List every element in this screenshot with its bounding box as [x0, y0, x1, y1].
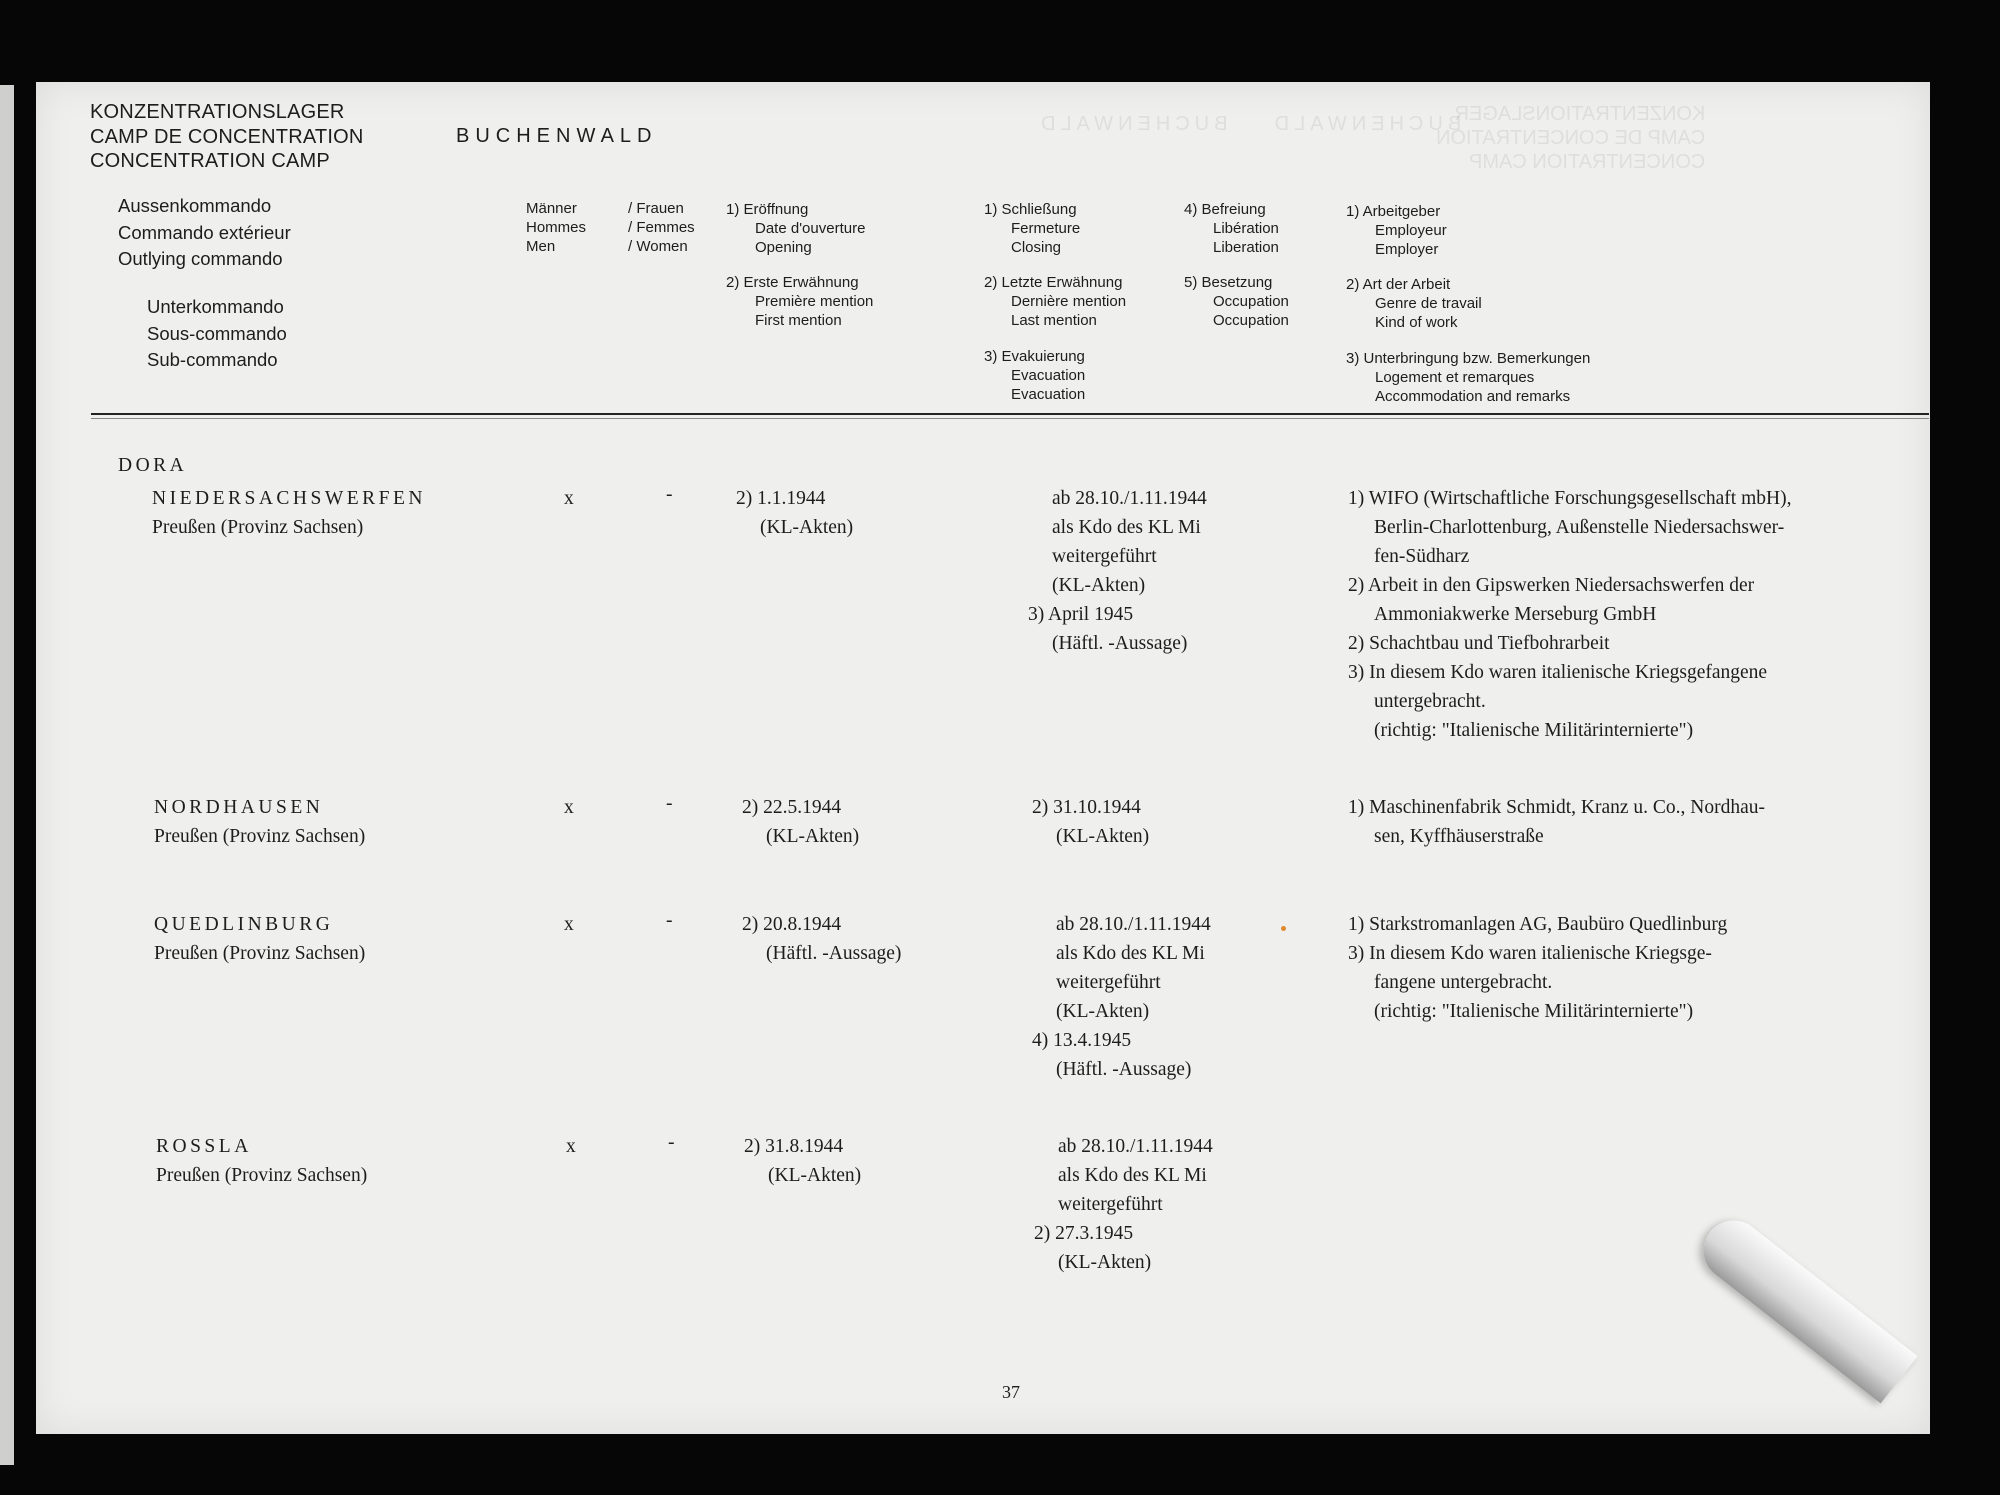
- work-de: 2) Art der Arbeit: [1346, 276, 1451, 293]
- closing-line: ab 28.10./1.11.1944: [1056, 914, 1211, 935]
- document-page: [36, 82, 1930, 1434]
- closing-line: ab 28.10./1.11.1944: [1058, 1136, 1213, 1157]
- closing-line: weitergeführt: [1058, 1194, 1163, 1215]
- men-fr: Hommes: [526, 219, 587, 236]
- accommodation-fr: Logement et remarques: [1375, 369, 1535, 386]
- entry-women: -: [666, 793, 673, 814]
- entry-closing: [1028, 484, 1207, 658]
- entry-name: NORDHAUSEN: [154, 797, 324, 818]
- last-mention-en: Last mention: [1011, 312, 1097, 329]
- entry-closing: [1034, 1132, 1213, 1277]
- entry-opening: [736, 484, 853, 542]
- entry-region: Preußen (Provinz Sachsen): [156, 1165, 368, 1186]
- remark-line: (richtig: "Italienische Militärinternierte"): [1374, 1001, 1694, 1022]
- entry-closing: [1032, 793, 1149, 851]
- remark-line: sen, Kyffhäuserstraße: [1374, 826, 1544, 847]
- camp-type-fr: CAMP DE CONCENTRATION: [90, 125, 364, 148]
- closing-line: 4) 13.4.1945: [1032, 1030, 1132, 1051]
- evacuation-en: Evacuation: [1011, 386, 1086, 403]
- bleed-through-decoration: KONZENTRATIONSLAGER CAMP DE CONCENTRATION CONCENTRATION CAMP: [1436, 103, 1706, 173]
- remark-line: untergebracht.: [1374, 691, 1486, 712]
- accommodation-de: 3) Unterbringung bzw. Bemerkungen: [1346, 350, 1591, 367]
- employer-en: Employer: [1375, 241, 1439, 258]
- remark-line: (richtig: "Italienische Militärinternierte"): [1374, 720, 1694, 741]
- camp-type-de: KONZENTRATIONSLAGER: [90, 101, 345, 123]
- outlying-fr: Commando extérieur: [118, 221, 291, 243]
- outlying-en: Outlying commando: [118, 248, 283, 269]
- occupation-fr: Occupation: [1213, 293, 1289, 310]
- last-mention-fr: Dernière mention: [1011, 293, 1127, 310]
- closing-line: (Häftl. -Aussage): [1056, 1059, 1192, 1080]
- entry-women: -: [668, 1132, 675, 1153]
- opening-en: Opening: [755, 239, 812, 256]
- opening-line: 2) 1.1.1944: [736, 488, 826, 509]
- sub-commando-label: [147, 294, 287, 374]
- work-header: [1346, 275, 1482, 332]
- closing-line: (Häftl. -Aussage): [1052, 633, 1188, 654]
- accommodation-header: [1346, 349, 1590, 406]
- first-mention-de: 2) Erste Erwähnung: [726, 274, 859, 291]
- bleed-through-decoration: BUCHENWALD BUCHENWALD: [1036, 113, 1462, 135]
- accommodation-en: Accommodation and remarks: [1375, 388, 1571, 405]
- opening-line: (KL-Akten): [760, 517, 854, 538]
- opening-line: (KL-Akten): [768, 1165, 862, 1186]
- liberation-fr: Libération: [1213, 220, 1279, 237]
- occupation-de: 5) Besetzung: [1184, 274, 1273, 291]
- closing-line: 2) 27.3.1945: [1034, 1223, 1134, 1244]
- entry-men: x: [564, 488, 574, 509]
- women-en: / Women: [628, 238, 688, 255]
- entry-region: Preußen (Provinz Sachsen): [152, 517, 364, 538]
- closing-line: als Kdo des KL Mi: [1052, 517, 1201, 538]
- remark-line: 3) In diesem Kdo waren italienische Kriegsge-: [1348, 943, 1712, 964]
- facing-page-edge: [0, 85, 14, 1465]
- entry-name-block: [154, 910, 365, 968]
- occupation-en: Occupation: [1213, 312, 1289, 329]
- entry-region: Preußen (Provinz Sachsen): [154, 943, 366, 964]
- opening-line: (Häftl. -Aussage): [766, 943, 902, 964]
- women-header: [628, 199, 695, 256]
- employer-header: [1346, 202, 1447, 259]
- closing-line: als Kdo des KL Mi: [1056, 943, 1205, 964]
- opening-line: 2) 31.8.1944: [744, 1136, 844, 1157]
- remark-line: Berlin-Charlottenburg, Außenstelle Niedersachswer-: [1374, 517, 1785, 538]
- closing-line: 2) 31.10.1944: [1032, 797, 1141, 818]
- closing-line: weitergeführt: [1052, 546, 1157, 567]
- entry-men: x: [566, 1136, 576, 1157]
- entry-men: x: [564, 914, 574, 935]
- opening-header: [726, 200, 865, 257]
- entry-opening: [742, 793, 859, 851]
- occupation-header: [1184, 273, 1289, 330]
- work-fr: Genre de travail: [1375, 295, 1482, 312]
- closing-line: weitergeführt: [1056, 972, 1161, 993]
- ink-speck: [1281, 926, 1286, 931]
- entry-region: Preußen (Provinz Sachsen): [154, 826, 366, 847]
- entry-name: ROSSLA: [156, 1136, 252, 1157]
- liberation-header: [1184, 200, 1279, 257]
- entry-name: NIEDERSACHSWERFEN: [152, 488, 427, 509]
- closing-header: [984, 200, 1080, 257]
- last-mention-de: 2) Letzte Erwähnung: [984, 274, 1123, 291]
- closing-line: 3) April 1945: [1028, 604, 1134, 625]
- outlying-commando-label: [118, 193, 291, 273]
- liberation-en: Liberation: [1213, 239, 1279, 256]
- remark-line: Ammoniakwerke Merseburg GmbH: [1374, 604, 1657, 625]
- remark-line: fangene untergebracht.: [1374, 972, 1553, 993]
- entry-remarks: [1348, 910, 1727, 1026]
- men-en: Men: [526, 238, 556, 255]
- outlying-de: Aussenkommando: [118, 195, 272, 216]
- entry-closing: [1032, 910, 1211, 1084]
- entry-women: -: [666, 910, 673, 931]
- employer-fr: Employeur: [1375, 222, 1447, 239]
- closing-de: 1) Schließung: [984, 201, 1077, 218]
- header-divider-secondary: [91, 418, 1929, 419]
- closing-line: (KL-Akten): [1052, 575, 1146, 596]
- remark-line: fen-Südharz: [1374, 546, 1470, 567]
- work-en: Kind of work: [1375, 314, 1458, 331]
- pen-object: [1692, 1208, 1918, 1403]
- opening-fr: Date d'ouverture: [755, 220, 866, 237]
- closing-line: (KL-Akten): [1056, 826, 1150, 847]
- section-title: DORA: [118, 455, 188, 476]
- header-divider: [91, 413, 1929, 415]
- closing-line: (KL-Akten): [1058, 1252, 1152, 1273]
- closing-line: (KL-Akten): [1056, 1001, 1150, 1022]
- first-mention-header: [726, 273, 873, 330]
- entry-name-block: [154, 793, 365, 851]
- camp-name: BUCHENWALD: [456, 125, 658, 147]
- remark-line: 3) In diesem Kdo waren italienische Kriegsgefangene: [1348, 662, 1768, 683]
- first-mention-fr: Première mention: [755, 293, 874, 310]
- closing-en: Closing: [1011, 239, 1062, 256]
- men-de: Männer: [526, 200, 577, 217]
- remark-line: 1) WIFO (Wirtschaftliche Forschungsgesellschaft mbH),: [1348, 488, 1792, 509]
- page-number: 37: [1002, 1382, 1020, 1402]
- women-de: / Frauen: [628, 200, 684, 217]
- opening-de: 1) Eröffnung: [726, 201, 809, 218]
- entry-name-block: [152, 484, 426, 542]
- entry-remarks: [1348, 793, 1765, 851]
- sub-en: Sub-commando: [147, 349, 278, 370]
- women-fr: / Femmes: [628, 219, 695, 236]
- camp-type-en: CONCENTRATION CAMP: [90, 150, 330, 172]
- camp-type-label: [90, 100, 363, 174]
- opening-line: (KL-Akten): [766, 826, 860, 847]
- evacuation-header: [984, 347, 1085, 404]
- last-mention-header: [984, 273, 1126, 330]
- men-header: [526, 199, 586, 256]
- remark-line: 2) Arbeit in den Gipswerken Niedersachswerfen der: [1348, 575, 1755, 596]
- sub-fr: Sous-commando: [147, 322, 287, 344]
- entry-women: -: [666, 484, 673, 505]
- sub-de: Unterkommando: [147, 296, 284, 317]
- entry-remarks: [1348, 484, 1791, 745]
- remark-line: 2) Schachtbau und Tiefbohrarbeit: [1348, 633, 1610, 654]
- entry-name: QUEDLINBURG: [154, 914, 334, 935]
- closing-line: als Kdo des KL Mi: [1058, 1165, 1207, 1186]
- entry-name-block: [156, 1132, 367, 1190]
- closing-line: ab 28.10./1.11.1944: [1052, 488, 1207, 509]
- remark-line: 1) Maschinenfabrik Schmidt, Kranz u. Co., Nordhau-: [1348, 797, 1765, 818]
- liberation-de: 4) Befreiung: [1184, 201, 1266, 218]
- entry-men: x: [564, 797, 574, 818]
- remark-line: 1) Starkstromanlagen AG, Baubüro Quedlinburg: [1348, 914, 1728, 935]
- closing-fr: Fermeture: [1011, 220, 1081, 237]
- first-mention-en: First mention: [755, 312, 842, 329]
- opening-line: 2) 20.8.1944: [742, 914, 842, 935]
- evacuation-fr: Evacuation: [1011, 367, 1086, 384]
- opening-line: 2) 22.5.1944: [742, 797, 842, 818]
- entry-opening: [744, 1132, 861, 1190]
- entry-opening: [742, 910, 901, 968]
- evacuation-de: 3) Evakuierung: [984, 348, 1085, 365]
- employer-de: 1) Arbeitgeber: [1346, 203, 1441, 220]
